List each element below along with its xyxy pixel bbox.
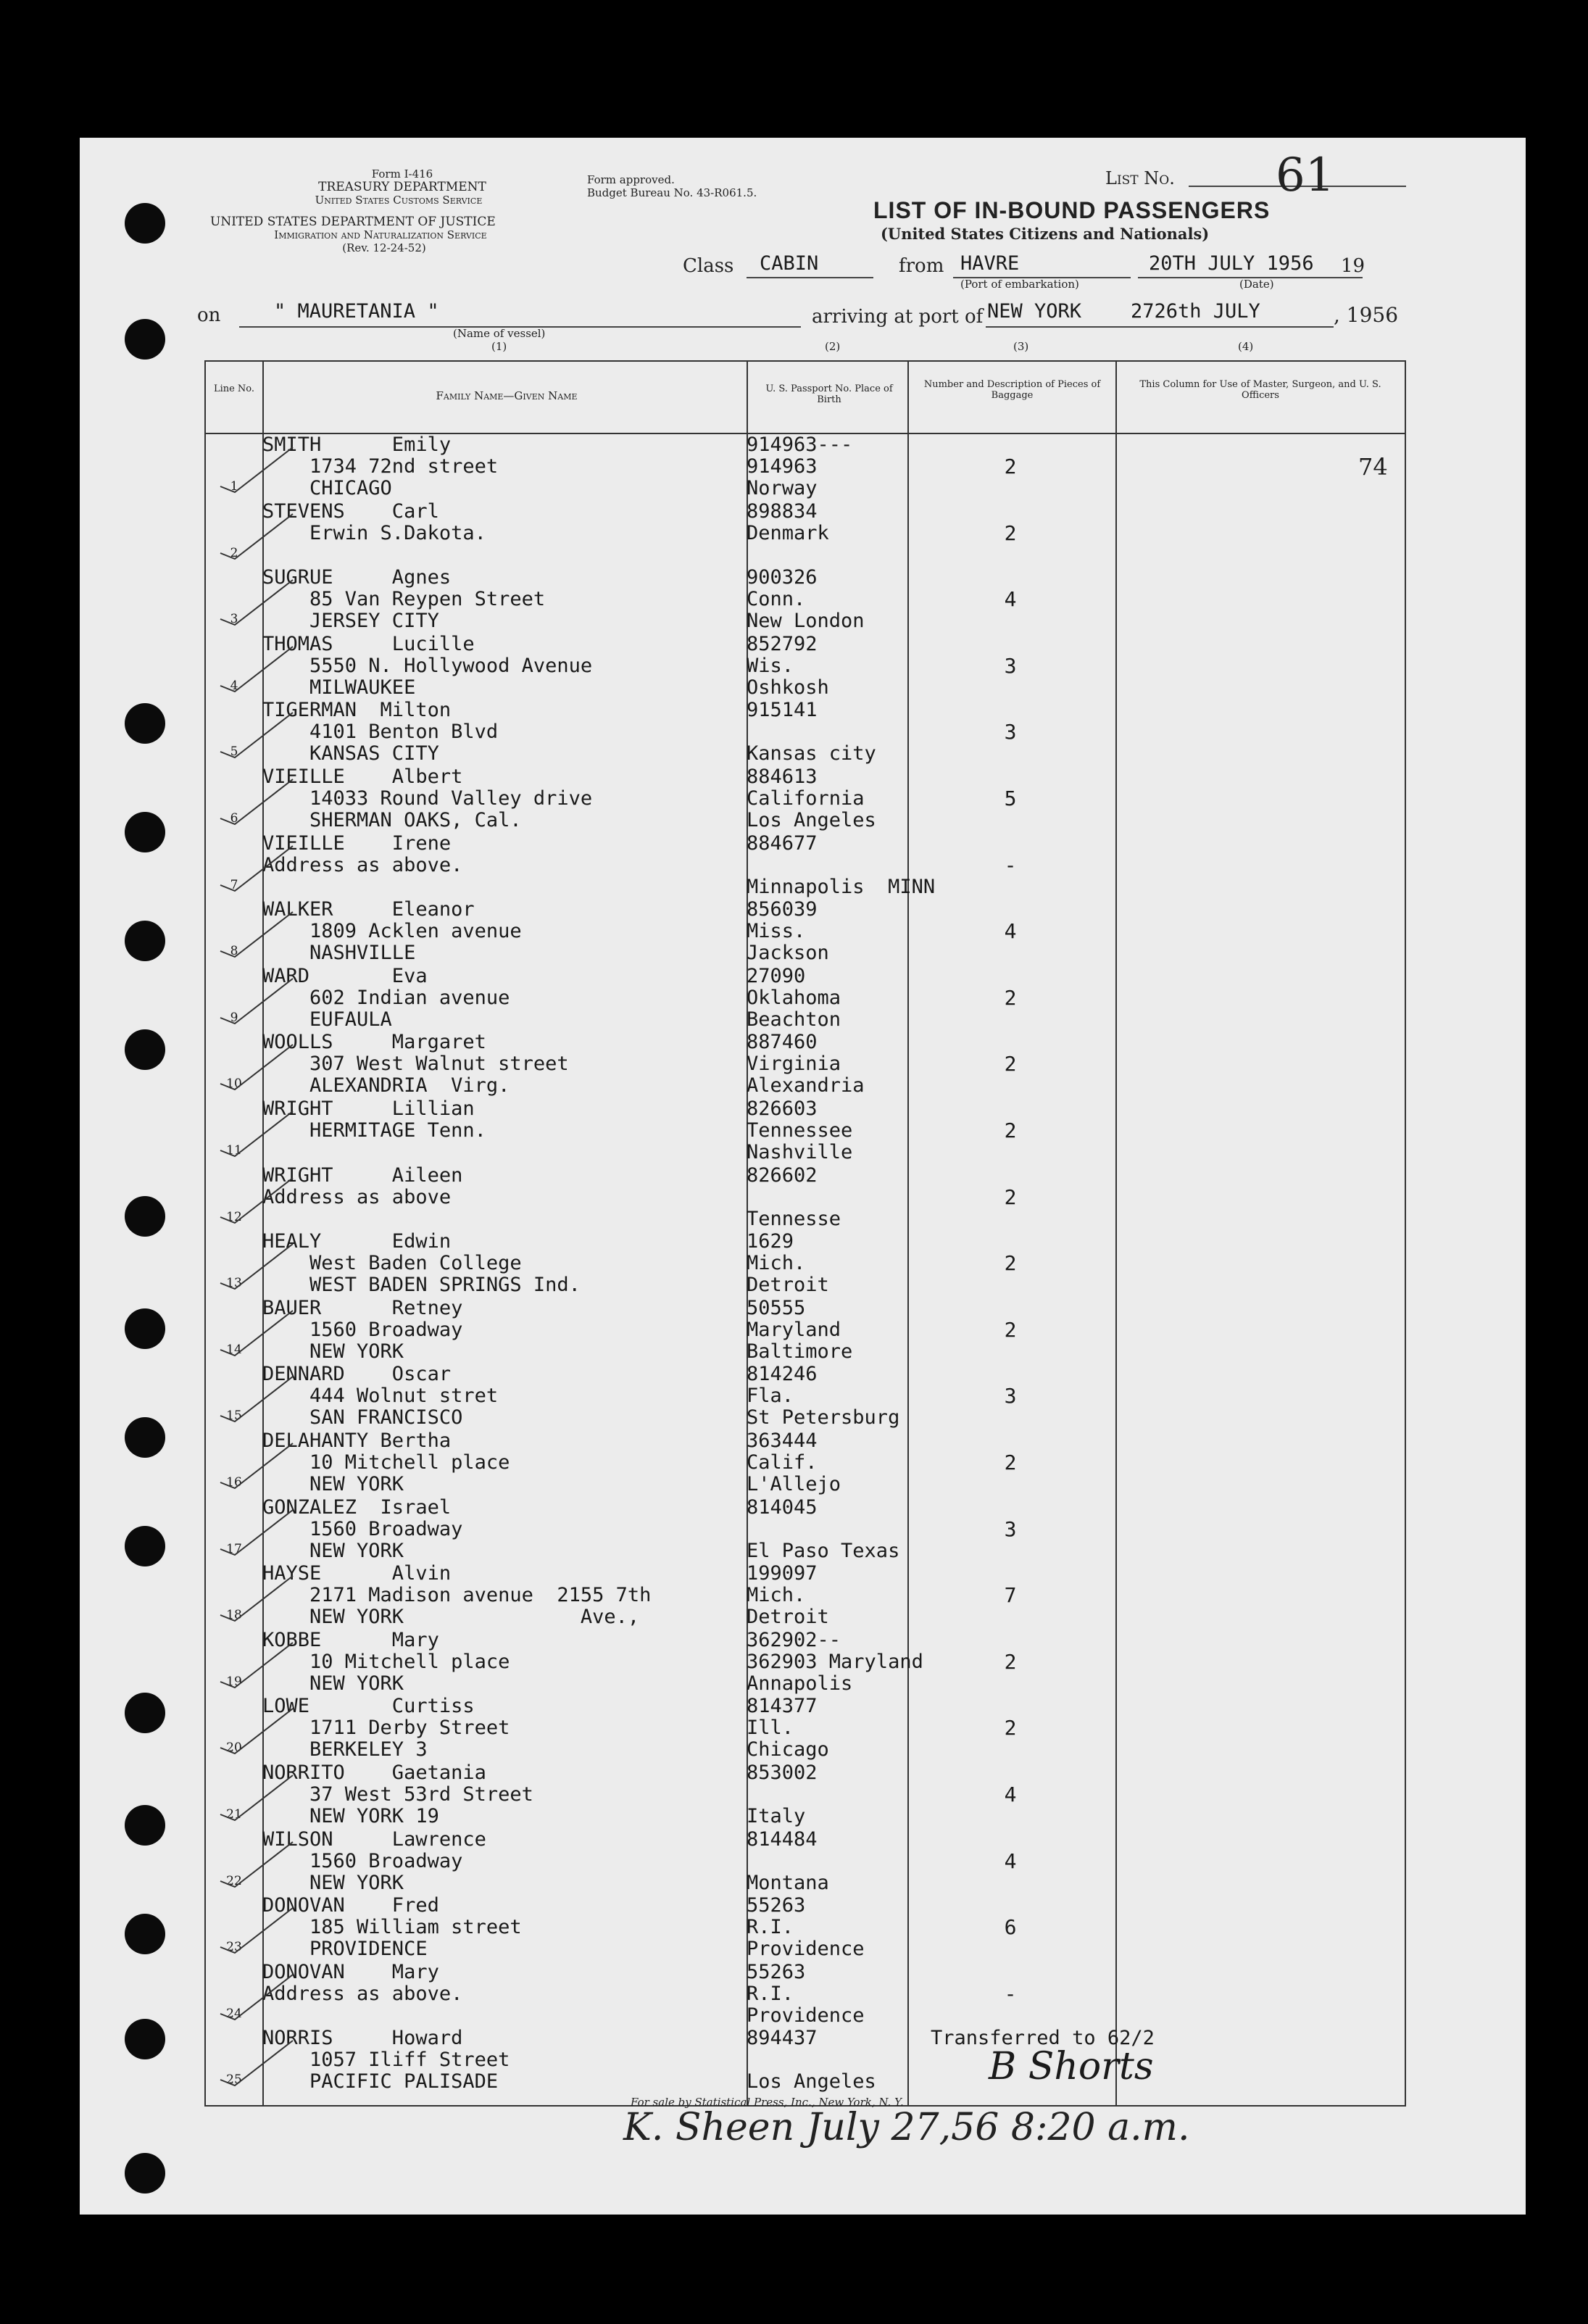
line-number: 17 xyxy=(226,1541,242,1556)
arrival-underline xyxy=(986,326,1334,328)
punch-hole xyxy=(125,1029,165,1070)
table-row xyxy=(206,434,1405,500)
table-row xyxy=(206,1829,1405,1895)
line-number: 19 xyxy=(226,1674,242,1689)
col-num-4: (4) xyxy=(1238,340,1254,353)
check-mark-icon xyxy=(206,1836,307,1894)
baggage-count: 2 xyxy=(1004,1119,1017,1142)
baggage-count: 4 xyxy=(1004,587,1017,612)
treasury-dept: TREASURY DEPARTMENT xyxy=(318,180,486,194)
date-suffix: 19 xyxy=(1341,255,1365,277)
port-caption: (Port of embarkation) xyxy=(960,278,1079,291)
line-number: 11 xyxy=(226,1143,242,1158)
check-mark-icon xyxy=(206,1305,307,1363)
punch-hole xyxy=(125,203,165,244)
passport-birthplace: 900326 Conn. New London xyxy=(747,566,865,633)
page-title: LIST OF IN-BOUND PASSENGERS xyxy=(873,197,1271,223)
punch-hole xyxy=(125,1914,165,1954)
table-row xyxy=(206,899,1405,965)
table-row xyxy=(206,567,1405,633)
line-number: 13 xyxy=(226,1276,242,1291)
table-row xyxy=(206,1696,1405,1761)
justice-dept: UNITED STATES DEPARTMENT OF JUSTICE xyxy=(210,215,496,229)
passenger-name-address: VIEILLE Albert 14033 Round Valley drive SHERMAN OAKS, Cal. xyxy=(262,765,593,831)
passenger-name-address: HAYSE Alvin 2171 Madison avenue 2155 7th NEW YORK Ave., xyxy=(262,1562,652,1629)
check-mark-icon xyxy=(206,1238,307,1296)
table-row xyxy=(206,1962,1405,2028)
line-number: 14 xyxy=(226,1342,242,1357)
line-number: 23 xyxy=(226,1940,242,1955)
line-number: 10 xyxy=(226,1076,242,1092)
baggage-count: 7 xyxy=(1004,1583,1017,1608)
baggage-count: 2 xyxy=(1004,455,1017,478)
baggage-count: 3 xyxy=(1004,1516,1017,1541)
officer-signature: B Shorts xyxy=(989,2045,1154,2088)
passport-birthplace: 884613 California Los Angeles xyxy=(747,765,876,831)
passport-birthplace: 852792 Wis. Oshkosh xyxy=(747,632,829,699)
line-number: 12 xyxy=(226,1209,242,1224)
passport-birthplace: 814045 El Paso Texas xyxy=(747,1495,900,1562)
budget-bureau: Budget Bureau No. 43-R061.5. xyxy=(587,186,757,199)
check-mark-icon xyxy=(206,1969,307,2027)
passport-birthplace: 915141 Kansas city xyxy=(747,699,876,765)
list-no-value: 61 xyxy=(1276,149,1335,202)
table-row xyxy=(206,501,1405,567)
table-row xyxy=(206,634,1405,700)
passport-birthplace: 887460 Virginia Alexandria xyxy=(747,1031,865,1097)
passenger-name-address: VIEILLE Irene Address as above. xyxy=(262,831,463,876)
line-number: 20 xyxy=(226,1740,242,1756)
baggage-count: 2 xyxy=(1004,1451,1017,1474)
baggage-count: 2 xyxy=(1004,520,1017,545)
passport-birthplace: 853002 Italy xyxy=(747,1761,818,1827)
form-approved: Form approved. xyxy=(587,173,675,186)
baggage-count: 2 xyxy=(1004,1716,1017,1740)
from-label: from xyxy=(899,255,944,277)
passport-birthplace: 55263 R.I. Providence xyxy=(747,1894,865,1961)
col-num-3: (3) xyxy=(1013,340,1029,353)
table-row xyxy=(206,1098,1405,1164)
check-mark-icon xyxy=(206,1504,307,1562)
passenger-name-address: THOMAS Lucille 5550 N. Hollywood Avenue MILWAUKEE xyxy=(262,632,593,699)
line-number: 24 xyxy=(226,2006,242,2021)
arrival-year: , 1956 xyxy=(1334,303,1399,327)
table-row xyxy=(206,1165,1405,1231)
check-mark-icon xyxy=(206,508,307,566)
transferred-note: Transferred to 62/2 xyxy=(931,2027,1155,2049)
passport-birthplace: 50555 Maryland Baltimore xyxy=(747,1296,853,1363)
form-number: Form I-416 xyxy=(371,167,433,180)
check-mark-icon xyxy=(206,1039,307,1097)
vessel-caption: (Name of vessel) xyxy=(453,327,546,340)
check-mark-icon xyxy=(206,840,307,898)
baggage-count: - xyxy=(1004,852,1017,877)
table-row xyxy=(206,2028,1405,2093)
baggage-count: 2 xyxy=(1004,1649,1017,1674)
passport-birthplace: 814246 Fla. St Petersburg xyxy=(747,1363,900,1429)
check-mark-icon xyxy=(206,574,307,632)
line-number: 16 xyxy=(226,1475,242,1490)
passport-birthplace: 894437 Los Angeles xyxy=(747,2027,876,2093)
table-row xyxy=(206,1231,1405,1297)
passenger-table xyxy=(204,360,1406,2107)
baggage-count: 2 xyxy=(1004,985,1017,1010)
arrival-date: 2726th JULY xyxy=(1131,300,1260,323)
punch-hole xyxy=(125,703,165,744)
table-row xyxy=(206,966,1405,1032)
table-row xyxy=(206,1762,1405,1828)
punch-hole xyxy=(125,1526,165,1566)
line-number: 7 xyxy=(230,877,238,892)
printer-credit: For sale by Statistical Press, Inc., New York, N. Y. xyxy=(631,2096,904,2109)
line-number: 18 xyxy=(226,1608,242,1623)
passenger-name-address: NORRITO Gaetania 37 West 53rd Street NEW YORK 19 xyxy=(262,1761,533,1827)
passenger-name-address: WALKER Eleanor 1809 Acklen avenue NASHVILLE xyxy=(262,898,522,965)
class-value: CABIN xyxy=(760,252,819,275)
check-mark-icon xyxy=(206,1637,307,1695)
date-value: 20TH JULY 1956 xyxy=(1149,252,1314,275)
line-number: 1 xyxy=(230,479,238,494)
passenger-name-address: TIGERMAN Milton 4101 Benton Blvd KANSAS CITY xyxy=(262,699,499,765)
passport-birthplace: 199097 Mich. Detroit xyxy=(747,1562,829,1629)
baggage-count: 4 xyxy=(1004,1848,1017,1873)
passenger-name-address: WRIGHT Lillian HERMITAGE Tenn. xyxy=(262,1097,486,1142)
header-name: Family Name—Given Name xyxy=(436,389,578,402)
passenger-name-address: SMITH Emily 1734 72nd street CHICAGO xyxy=(262,433,499,499)
class-label: Class xyxy=(683,255,734,277)
passport-birthplace: 826603 Tennessee Nashville xyxy=(747,1097,853,1163)
passport-birthplace: 814484 Montana xyxy=(747,1827,829,1894)
line-number: 2 xyxy=(230,545,238,560)
check-mark-icon xyxy=(206,2035,307,2093)
table-row xyxy=(206,1895,1405,1961)
immigration-service: Immigration and Naturalization Service xyxy=(274,228,487,241)
baggage-count: 4 xyxy=(1004,1783,1017,1806)
passenger-name-address: STEVENS Carl Erwin S.Dakota. xyxy=(262,499,486,544)
passenger-name-address: GONZALEZ Israel 1560 Broadway NEW YORK xyxy=(262,1495,463,1562)
check-mark-icon xyxy=(206,906,307,964)
passport-birthplace: 814377 Ill. Chicago xyxy=(747,1695,829,1761)
passenger-name-address: WRIGHT Aileen Address as above xyxy=(262,1163,463,1208)
table-row xyxy=(206,1630,1405,1696)
handwritten-footer: K. Sheen July 27,56 8:20 a.m. xyxy=(623,2106,1190,2149)
check-mark-icon xyxy=(206,1703,307,1761)
line-number: 25 xyxy=(226,2072,242,2088)
punch-hole xyxy=(125,1417,165,1458)
punch-hole xyxy=(125,319,165,360)
passport-birthplace: 914963--- 914963 Norway xyxy=(747,433,853,499)
check-mark-icon xyxy=(206,1437,307,1495)
from-value: HAVRE xyxy=(960,252,1020,275)
passenger-name-address: DELAHANTY Bertha 10 Mitchell place NEW YORK xyxy=(262,1429,510,1495)
baggage-count: 6 xyxy=(1004,1915,1017,1940)
baggage-count: 4 xyxy=(1004,919,1017,944)
header-officers: This Column for Use of Master, Surgeon, and U. S. Officers xyxy=(1139,379,1381,401)
line-number: 5 xyxy=(230,744,238,760)
passport-birthplace: 884677 Minnapolis MINN xyxy=(747,831,936,898)
customs-service: United States Customs Service xyxy=(315,194,483,207)
passenger-name-address: WARD Eva 602 Indian avenue EUFAULA xyxy=(262,964,510,1031)
passport-birthplace: 363444 Calif. L'Allejo xyxy=(747,1429,841,1495)
baggage-count: 2 xyxy=(1004,1184,1017,1209)
header-line-no: Line No. xyxy=(213,383,255,394)
passenger-name-address: HEALY Edwin West Baden College WEST BADEN SPRINGS Ind. xyxy=(262,1230,581,1297)
check-mark-icon xyxy=(206,441,307,499)
check-mark-icon xyxy=(206,1902,307,1960)
baggage-count: 5 xyxy=(1004,787,1017,810)
table-row xyxy=(206,1497,1405,1563)
passenger-name-address: LOWE Curtiss 1711 Derby Street BERKELEY 3 xyxy=(262,1695,510,1761)
table-row xyxy=(206,1364,1405,1429)
vessel-name: " MAURETANIA " xyxy=(274,300,439,323)
line-number: 15 xyxy=(226,1408,242,1424)
header-passport: U. S. Passport No. Place of Birth xyxy=(765,383,893,405)
line-number: 6 xyxy=(230,811,238,826)
punch-hole xyxy=(125,1196,165,1237)
punch-hole xyxy=(125,2153,165,2194)
table-row xyxy=(206,1298,1405,1364)
line-number: 4 xyxy=(230,678,238,693)
table-row xyxy=(206,1032,1405,1097)
passport-birthplace: 898834 Denmark xyxy=(747,499,829,544)
class-underline xyxy=(747,277,873,278)
date-caption: (Date) xyxy=(1239,278,1274,291)
punch-hole xyxy=(125,1308,165,1349)
col-num-2: (2) xyxy=(825,340,841,353)
passenger-name-address: BAUER Retney 1560 Broadway NEW YORK xyxy=(262,1296,463,1363)
passport-birthplace: 27090 Oklahoma Beachton xyxy=(747,964,841,1031)
check-mark-icon xyxy=(206,1769,307,1827)
check-mark-icon xyxy=(206,707,307,765)
passenger-name-address: SUGRUE Agnes 85 Van Reypen Street JERSEY CITY xyxy=(262,566,546,633)
check-mark-icon xyxy=(206,1570,307,1628)
list-no-label: List No. xyxy=(1105,168,1175,188)
passport-birthplace: 1629 Mich. Detroit xyxy=(747,1230,829,1297)
check-mark-icon xyxy=(206,641,307,699)
punch-hole xyxy=(125,2019,165,2059)
passport-birthplace: 826602 Tennesse xyxy=(747,1163,841,1230)
check-mark-icon xyxy=(206,1172,307,1230)
line-number: 8 xyxy=(230,944,238,959)
passport-birthplace: 856039 Miss. Jackson xyxy=(747,898,829,965)
punch-hole xyxy=(125,1805,165,1846)
baggage-count: 2 xyxy=(1004,1251,1017,1276)
baggage-count: 2 xyxy=(1004,1317,1017,1342)
check-mark-icon xyxy=(206,1371,307,1429)
baggage-count: 3 xyxy=(1004,1384,1017,1408)
arrival-port: NEW YORK xyxy=(987,300,1082,323)
table-row xyxy=(206,700,1405,765)
col-num-1: (1) xyxy=(491,340,507,353)
line-number: 21 xyxy=(226,1807,242,1822)
punch-hole xyxy=(125,1693,165,1733)
passenger-name-address: DONOVAN Fred 185 William street PROVIDENCE xyxy=(262,1894,522,1961)
line-number: 9 xyxy=(230,1010,238,1025)
punch-hole xyxy=(125,921,165,961)
officer-note: 74 xyxy=(1358,453,1388,481)
baggage-count: 3 xyxy=(1004,653,1017,678)
baggage-count: - xyxy=(1004,1981,1017,2006)
arriving-label: arriving at port of xyxy=(812,306,984,328)
line-number: 22 xyxy=(226,1873,242,1888)
table-row xyxy=(206,1563,1405,1629)
passenger-name-address: DONOVAN Mary Address as above. xyxy=(262,1960,463,2005)
table-row xyxy=(206,1430,1405,1496)
header-baggage: Number and Description of Pieces of Baggage xyxy=(923,379,1101,401)
table-row xyxy=(206,766,1405,832)
baggage-count: 2 xyxy=(1004,1052,1017,1076)
passenger-name-address: WOOLLS Margaret 307 West Walnut street ALEXANDRIA Virg. xyxy=(262,1031,569,1097)
passport-birthplace: 55263 R.I. Providence xyxy=(747,1960,865,2027)
passenger-name-address: WILSON Lawrence 1560 Broadway NEW YORK xyxy=(262,1827,486,1894)
check-mark-icon xyxy=(206,773,307,831)
punch-hole xyxy=(125,812,165,852)
revision: (Rev. 12-24-52) xyxy=(342,241,426,254)
line-number: 3 xyxy=(230,612,238,627)
page-subtitle: (United States Citizens and Nationals) xyxy=(881,225,1210,243)
on-label: on xyxy=(197,304,221,326)
passport-birthplace: 362902-- 362903 Maryland Annapolis xyxy=(747,1628,923,1695)
passenger-name-address: NORRIS Howard 1057 Iliff Street PACIFIC PALISADE xyxy=(262,2027,510,2093)
check-mark-icon xyxy=(206,1105,307,1163)
passenger-name-address: KOBBE Mary 10 Mitchell place NEW YORK xyxy=(262,1628,510,1695)
baggage-count: 3 xyxy=(1004,720,1017,744)
table-row xyxy=(206,833,1405,899)
check-mark-icon xyxy=(206,973,307,1031)
passenger-name-address: DENNARD Oscar 444 Wolnut stret SAN FRANCISCO xyxy=(262,1363,499,1429)
